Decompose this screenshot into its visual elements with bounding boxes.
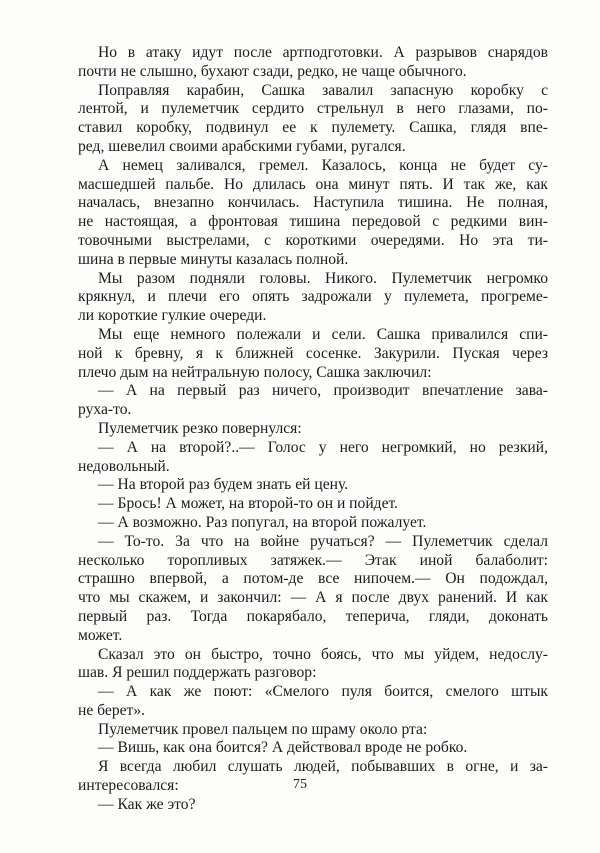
text-line: масшедшей пальбе. Но длилась она минут пять. И так же, как [78,175,548,193]
text-line: товочными выстрелами, с короткими очередями. Но эта ти- [78,231,548,249]
text-line: шав. Я решил поддержать разговор: [78,664,317,682]
text-line: — А на второй?..— Голос у него негромкий, но резкий, [98,438,548,456]
text-line: страшно впервой, а потом-де все нипочем.— Он подождал, [78,570,548,588]
text-line: Пулеметчик резко повернулся: [98,419,302,437]
text-line: — Брось! А может, на второй-то он и пойдет. [98,495,399,513]
text-line: что мы скажем, и закончил: — А я после двух ранений. И как [78,589,548,607]
text-line: интересовался: [78,777,179,795]
text-line: первый раз. Тогда покарябало, теперича, гляди, доконать [78,607,548,625]
text-line: ли короткие гулкие очереди. [78,307,267,325]
text-line: — А на первый раз ничего, производит впечатление зава- [98,382,548,400]
text-line: — На второй раз будем знать ей цену. [98,476,349,494]
text-line: недовольный. [78,457,170,475]
text-line: не настоящая, а фронтовая тишина передовой с редкими вин- [78,213,548,231]
text-line: Мы разом подняли головы. Никого. Пулеметчик негромко [98,269,548,287]
text-line: Но в атаку идут после артподготовки. А разрывов снарядов [98,44,548,61]
text-line: ред, шевелил своими арабскими губами, ругался. [78,137,406,155]
text-line: лентой, и пулеметчик сердито стрельнул в него глазами, по- [78,100,548,118]
text-line: А немец заливался, гремел. Казалось, конца не будет су- [98,156,548,174]
text-line: может. [78,626,123,644]
text-line: — А возможно. Раз попугал, на второй пожалует. [98,513,427,531]
text-line: несколько торопливых затяжек.— Этак иной балаболит: [78,551,548,569]
text-line: Мы еще немного полежали и сели. Сашка привалился спи- [98,325,548,343]
text-line: руха-то. [78,401,132,419]
text-line: Сказал это он быстро, точно боясь, что мы уйдем, недослу- [98,645,548,663]
text-line: — То-то. За что на войне ручаться? — Пулеметчик сделал [98,532,548,550]
text-line: Я всегда любил слушать людей, побывавших в огне, и за- [98,758,548,776]
text-line: — А как же поют: «Смелого пуля боится, смелого штык [98,683,548,701]
body-text [78,44,548,815]
text-line: ной к бревну, я к ближней сосенке. Закурили. Пуская через [78,344,548,362]
text-line: Пулеметчик провел пальцем по шраму около рта: [98,720,428,738]
text-line: почти не слышно, бухают сзади, редко, не чаще обычного. [78,62,467,80]
text-line: плечо дым на нейтральную полосу, Сашка заключил: [78,363,432,381]
text-line: Поправляя карабин, Сашка завалил запасную коробку с [98,81,548,99]
text-line: — Вишь, как она боится? А действовал вроде не робко. [98,739,468,757]
text-line: не берет». [78,701,146,719]
text-line: шина в первые минуты казалась полной. [78,250,349,268]
page-number: 75 [293,777,307,792]
text-line: началась, внезапно кончилась. Наступила тишина. Не полная, [78,194,548,212]
text-line: — Как же это? [98,795,196,813]
text-line: ставил коробку, подвинул ее к пулемету. Сашка, глядя впе- [78,119,548,137]
text-line: крякнул, и плечи его опять задрожали у пулемета, прогреме- [78,288,548,306]
